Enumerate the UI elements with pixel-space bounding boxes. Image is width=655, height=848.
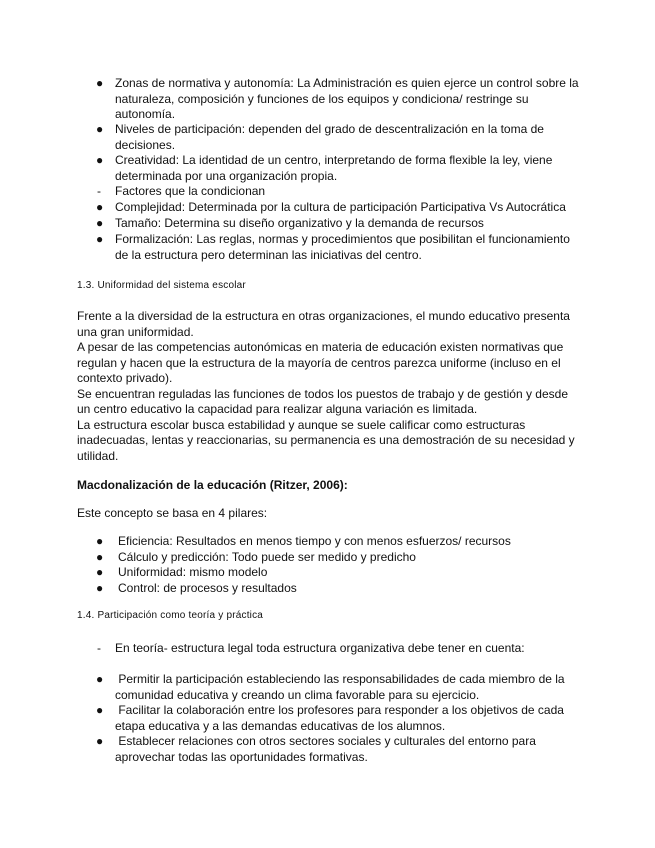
- paragraph: Frente a la diversidad de la estructura en otras organizaciones, el mundo educativo presenta una gran uniformidad.: [77, 309, 570, 339]
- list-item: [0, 200, 655, 216]
- list-item-text: Permitir la participación estableciendo las responsabilidades de cada miembro de la comunidad educativa y creando un clima favorable para su ejercicio.: [115, 672, 568, 702]
- bullet-icon: ●: [96, 122, 104, 136]
- section-heading-1-3: 1.3. Uniformidad del sistema escolar: [77, 280, 246, 291]
- list-item: [0, 641, 655, 657]
- bullet-icon: ●: [96, 153, 104, 167]
- list-item-text: Control: de procesos y resultados: [118, 580, 297, 595]
- bullet-icon: ●: [96, 200, 104, 214]
- list-item: [0, 672, 655, 703]
- list-item-text: Facilitar la colaboración entre los profesores para responder a los objetivos de cada etapa educativa y a las demandas educativas de los alumnos.: [115, 703, 568, 733]
- list-item-text: Uniformidad: mismo modelo: [118, 565, 268, 579]
- list-item: [0, 184, 655, 200]
- list-item-text: Establecer relaciones con otros sectores sociales y culturales del entorno para aprovechar todas las oportunidades formativas.: [115, 734, 540, 764]
- list-item: [0, 216, 655, 232]
- bullet-icon: ●: [96, 703, 104, 717]
- list-item: [0, 76, 655, 122]
- list-item-text: En teoría- estructura legal toda estructura organizativa debe tener en cuenta:: [115, 641, 525, 655]
- dash-icon: -: [97, 641, 101, 655]
- list-item-text: Niveles de participación: dependen del grado de descentralización en la toma de decisiones.: [115, 122, 544, 152]
- bullet-icon: ●: [96, 76, 104, 90]
- bullet-icon: ●: [96, 232, 104, 246]
- list-item: [0, 232, 655, 263]
- list-item-text: Factores que la condicionan: [115, 184, 266, 198]
- section-1-4-list: [0, 672, 655, 765]
- list-item: [0, 703, 655, 734]
- pillars-list: [0, 534, 655, 596]
- list-item: [0, 153, 655, 184]
- list-item-text: Creatividad: La identidad de un centro, interpretando de forma flexible la ley, viene determinada por una organización propia.: [115, 153, 553, 183]
- section-1-3-paragraphs: [77, 309, 577, 464]
- macdonalizacion-intro: Este concepto se basa en 4 pilares:: [77, 506, 268, 520]
- paragraph: A pesar de las competencias autonómicas en materia de educación existen normativas que regulan y hacen que la estructura de la mayoría de centros parezca uniforme (incluso en el contexto privado).: [77, 340, 564, 385]
- list-item: [0, 122, 655, 153]
- list-item-text: Eficiencia: Resultados en menos tiempo y con menos esfuerzos/ recursos: [118, 534, 511, 548]
- list-item: [0, 565, 655, 581]
- section-1-4-dash: [0, 641, 655, 657]
- list-item: [0, 550, 655, 566]
- section-heading-1-4: 1.4. Participación como teoría y práctica: [77, 610, 264, 621]
- list-item-text: Cálculo y predicción: Todo puede ser medido y predicho: [118, 549, 416, 564]
- bullet-icon: ●: [96, 549, 104, 564]
- paragraph: Se encuentran reguladas las funciones de todos los puestos de trabajo y de gestión y desde un centro educativo la capacidad para realizar alguna variación es limitada.: [77, 386, 568, 416]
- bullet-icon: ●: [96, 216, 104, 230]
- paragraph: La estructura escolar busca estabilidad y aunque se suele calificar como estructuras inadecuadas, lentas y reaccionarias, su permanencia es una demostración de su necesidad y utilidad.: [77, 417, 575, 463]
- list-item-text: Complejidad: Determinada por la cultura de participación Participativa Vs Autocrática: [115, 200, 566, 214]
- list-item-text: Zonas de normativa y autonomía: La Administración es quien ejerce un control sobre la naturaleza, composición y funciones de los equipos y condiciona/ restringe su autonomía.: [115, 76, 579, 121]
- list-item: [0, 534, 655, 550]
- bullet-icon: ●: [96, 580, 104, 595]
- list-item-text: Tamaño: Determina su diseño organizativo y la demanda de recursos: [115, 216, 484, 230]
- list-item-text: Formalización: Las reglas, normas y procedimientos que posibilitan el funcionamiento de la estructura pero determinan las iniciativas del centro.: [115, 232, 570, 262]
- top-list: [0, 76, 655, 263]
- list-item: [0, 734, 655, 765]
- macdonalizacion-heading: Macdonalización de la educación (Ritzer, 2006):: [77, 478, 348, 492]
- list-item: [0, 581, 655, 597]
- dash-icon: -: [97, 184, 101, 198]
- bullet-icon: ●: [96, 534, 104, 548]
- bullet-icon: ●: [96, 734, 104, 748]
- bullet-icon: ●: [96, 672, 104, 686]
- bullet-icon: ●: [96, 565, 104, 579]
